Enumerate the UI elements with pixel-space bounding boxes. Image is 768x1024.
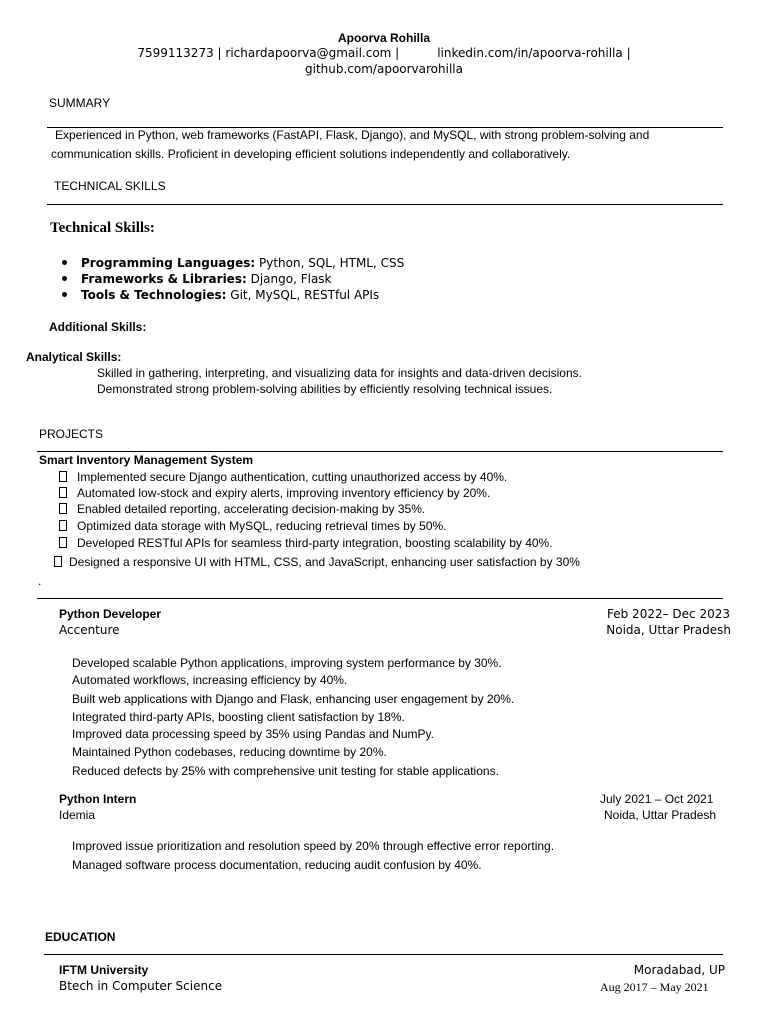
job-dates: Feb 2022– Dec 2023 <box>607 607 730 621</box>
bullet-glyph-icon <box>59 537 67 548</box>
bullet-glyph-icon <box>59 503 67 514</box>
job-bullet: Managed software process documentation, reducing audit confusion by 40%. <box>72 858 482 872</box>
trailing-dot: . <box>38 574 42 588</box>
project-bullet: Implemented secure Django authentication, cutting unauthorized access by 40%. <box>59 470 507 484</box>
education-school: IFTM University <box>59 963 149 977</box>
job-dates: July 2021 – Oct 2021 <box>600 792 714 806</box>
job-company: Idemia <box>59 808 96 822</box>
skill-item <box>62 256 404 270</box>
education-location: Moradabad, UP <box>633 963 725 977</box>
education-heading: EDUCATION <box>45 930 116 944</box>
project-bullet: Optimized data storage with MySQL, reducing retrieval times by 50%. <box>59 519 447 533</box>
project-bullet: Enabled detailed reporting, accelerating decision-making by 35%. <box>59 502 425 516</box>
analytical-skills-heading: Analytical Skills: <box>26 350 122 364</box>
skill-item <box>62 272 332 286</box>
job-location: Noida, Uttar Pradesh <box>604 808 717 822</box>
job-bullet: Improved issue prioritization and resolution speed by 20% through effective error reporting. <box>72 839 555 853</box>
contact-line <box>0 46 768 60</box>
github-link[interactable]: github.com/apoorvarohilla <box>305 62 463 76</box>
analytical-skill-line: Demonstrated strong problem-solving abilities by efficiently resolving technical issues. <box>97 382 553 396</box>
additional-skills-heading: Additional Skills: <box>49 320 147 334</box>
skill-value: Git, MySQL, RESTful APIs <box>226 288 380 302</box>
skill-item <box>62 288 379 302</box>
project-title: Smart Inventory Management System <box>39 453 254 467</box>
job-bullet: Reduced defects by 25% with comprehensive unit testing for stable applications. <box>72 764 499 778</box>
education-dates: Aug 2017 – May 2021 <box>600 980 709 994</box>
education-degree: Btech in Computer Science <box>59 979 223 993</box>
analytical-skill-line: Skilled in gathering, interpreting, and visualizing data for insights and data-driven decisions. <box>97 366 582 380</box>
project-bullet: Automated low-stock and expiry alerts, improving inventory efficiency by 20%. <box>59 486 490 500</box>
education-divider <box>44 954 723 955</box>
job-role: Python Intern <box>59 792 137 806</box>
skill-label: Programming Languages: <box>81 256 256 270</box>
technical-skills-divider <box>47 204 723 205</box>
bullet-glyph-icon <box>54 556 62 567</box>
summary-line-2: communication skills. Proficient in developing efficient solutions independently and collaboratively. <box>51 147 571 161</box>
project-bullet: Developed RESTful APIs for seamless third-party integration, boosting scalability by 40%. <box>59 536 553 550</box>
job-bullet: Integrated third-party APIs, boosting client satisfaction by 18%. <box>72 710 405 724</box>
job-company: Accenture <box>59 623 120 637</box>
linkedin-link[interactable]: linkedin.com/in/apoorva-rohilla | <box>437 46 631 60</box>
technical-skills-subheading: Technical Skills: <box>50 220 155 236</box>
summary-heading: SUMMARY <box>49 96 111 110</box>
projects-heading: PROJECTS <box>39 427 104 441</box>
skill-value: Python, SQL, HTML, CSS <box>255 256 405 270</box>
job-role: Python Developer <box>59 607 162 621</box>
skill-label: Tools & Technologies: <box>81 288 227 302</box>
job-location: Noida, Uttar Pradesh <box>606 623 731 637</box>
job-bullet: Developed scalable Python applications, improving system performance by 30%. <box>72 656 502 670</box>
job-bullet: Improved data processing speed by 35% using Pandas and NumPy. <box>72 727 434 741</box>
phone-email: 7599113273 | richardapoorva@gmail.com | <box>137 46 400 60</box>
job-bullet: Maintained Python codebases, reducing downtime by 20%. <box>72 745 387 759</box>
summary-line-1: Experienced in Python, web frameworks (FastAPI, Flask, Django), and MySQL, with strong problem-solving and <box>55 128 650 142</box>
job-bullet: Automated workflows, increasing efficiency by 40%. <box>72 673 348 687</box>
project-bullet: Designed a responsive UI with HTML, CSS, and JavaScript, enhancing user satisfaction by 30% <box>54 555 580 569</box>
bullet-glyph-icon <box>59 487 67 498</box>
projects-divider <box>37 451 723 452</box>
skill-value: Django, Flask <box>246 272 332 286</box>
skill-label: Frameworks & Libraries: <box>81 272 247 286</box>
candidate-name: Apoorva Rohilla <box>337 31 430 45</box>
experience-divider <box>37 598 723 599</box>
job-bullet: Built web applications with Django and Flask, enhancing user engagement by 20%. <box>72 692 515 706</box>
bullet-glyph-icon <box>59 471 67 482</box>
technical-skills-heading: TECHNICAL SKILLS <box>54 179 166 193</box>
bullet-glyph-icon <box>59 520 67 531</box>
